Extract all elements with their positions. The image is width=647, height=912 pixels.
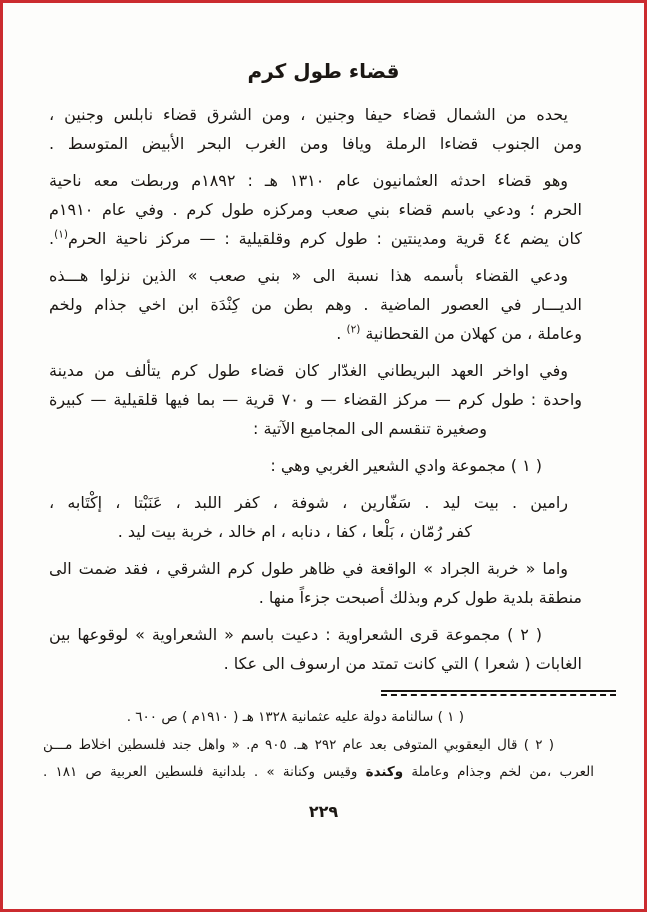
paragraph — [43, 704, 594, 731]
text-line: منطقة بلدية طول كرم وبذلك أصبحت جزءاً منها . — [258, 588, 582, 607]
text-line: رامين . بيت ليد . سَفّارين ، شوفة ، كفر اللبد ، عَنَبْتا ، إكْتَابه ، — [49, 493, 568, 512]
page-title: قضاء طول كرم — [247, 59, 400, 83]
text-line: وصغيرة تنقسم الى المجاميع الآتية : — [253, 419, 487, 438]
text-line: الديـــار في العصور الماضية . وهم بطن من كِنْدَة ابن اخي جذام ولخم — [49, 295, 582, 314]
text-line: وهو قضاء احدثه العثمانيون عام ١٣١٠ هـ : ١٨٩٢م وربطت معه ناحية — [49, 171, 569, 190]
paragraph — [49, 166, 582, 253]
body-text — [3, 100, 644, 678]
paragraph — [49, 554, 582, 612]
footnote-separator-dashed-rule — [381, 694, 616, 696]
paragraph — [49, 356, 582, 443]
paragraph — [43, 732, 594, 786]
footnote-line: ( ١ ) سالنامة دولة عليه عثمانية ١٣٢٨ هـ ( ١٩١٠م ) ص ٦٠٠ . — [126, 709, 464, 725]
text-line: ( ١ ) مجموعة وادي الشعير الغربي وهي : — [270, 456, 542, 475]
footnote-marker: (٢) — [346, 323, 361, 336]
paragraph — [49, 488, 582, 546]
page-number: ٢٢٩ — [308, 802, 339, 821]
footnote-line: ( ٢ ) قال اليعقوبي المتوفى بعد عام ٢٩٢ هـ. ٩٠٥ م. « واهل جند فلسطين اخلاط مـــن — [43, 737, 554, 753]
text-line: وعاملة ، من كهلان من القحطانية $^{(٢)}$ . — [336, 323, 582, 343]
text-line: الحرم ؛ ودعي باسم قضاء بني صعب ومركزه طول كرم . وفي عام ١٩١٠م — [49, 200, 582, 219]
paragraph — [49, 100, 582, 158]
text-line: يحده من الشمال قضاء حيفا وجنين ، ومن الشرق قضاء نابلس وجنين ، — [49, 105, 568, 124]
text-line: ودعي القضاء بأسمه هذا نسبة الى « بني صعب » الذين نزلوا هـــذه — [49, 266, 568, 285]
footnotes — [3, 704, 644, 786]
footnote-marker: (١) — [54, 228, 68, 241]
paragraph — [49, 620, 582, 678]
text-line: وفي اواخر العهد البريطاني الغدّار كان قضاء طول كرم يتألف من مدينة — [49, 361, 568, 380]
footnote-line: العرب ،من لخم وجذام وعاملة وكندة وقيس وكنانة » . بلدانية فلسطين العربية ص ١٨١ . — [43, 764, 594, 780]
footnote-separator — [381, 690, 616, 696]
text-line: ومن الجنوب قضاءا الرملة ويافا ومن الغرب البحر الأبيض المتوسط . — [49, 134, 582, 153]
paragraph — [49, 261, 582, 348]
text-line: واحدة : طول كرم — مركز القضاء — و ٧٠ قرية — بما فيها قلقيلية — كبيرة — [49, 390, 582, 409]
text-line: كان يضم ٤٤ قرية ومدينتين : طول كرم وقلقيلية : — مركز ناحية الحرم$^{(١)}$. — [49, 228, 583, 248]
text-line: كفر رُمّان ، بَلْعا ، كفا ، دنابه ، ام خالد ، خربة بيت ليد . — [117, 522, 472, 541]
text-line: ( ٢ ) مجموعة قرى الشعراوية : دعيت باسم « الشعراوية » لوقوعها بين — [49, 625, 543, 644]
text-line: واما « خربة الجراد » الواقعة في ظاهر طول كرم الشرقي ، فقد ضمت الى — [49, 559, 568, 578]
paragraph — [49, 451, 582, 480]
text-line: الغابات ( شعرا ) التي كانت تمتد من ارسوف الى عكا . — [223, 654, 582, 673]
